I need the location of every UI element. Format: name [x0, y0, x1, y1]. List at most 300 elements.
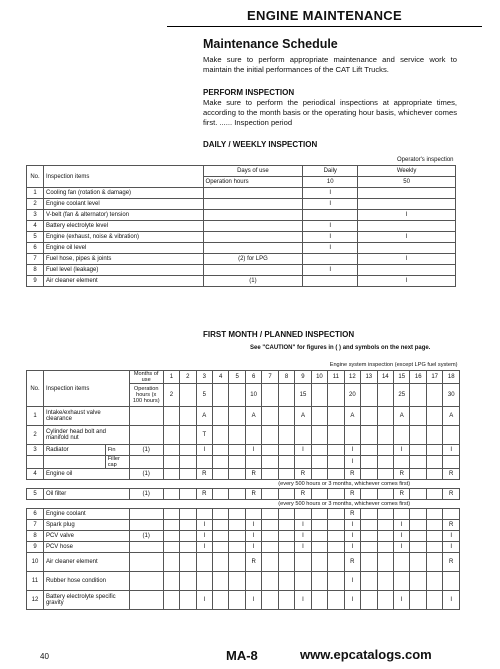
- row-note: [203, 232, 303, 243]
- mark-cell: [213, 591, 229, 610]
- row-item: Engine oil: [43, 469, 129, 480]
- engine-system-label: Engine system inspection (except LPG fuel system): [180, 360, 460, 371]
- mark-cell: [377, 445, 393, 456]
- mark-cell: [361, 553, 377, 572]
- mark-cell: [377, 591, 393, 610]
- row-note: [129, 520, 163, 531]
- mark-cell: [443, 572, 460, 591]
- table-row: [27, 232, 456, 243]
- row-no: 6: [27, 509, 44, 520]
- mark-cell: [328, 445, 344, 456]
- row-weekly: [358, 188, 456, 199]
- mark-cell: I: [295, 520, 311, 531]
- hours-cell: 2: [163, 384, 179, 407]
- mark-cell: [361, 407, 377, 426]
- mark-cell: [180, 469, 196, 480]
- mark-cell: [163, 469, 179, 480]
- month-cell: 14: [377, 371, 393, 384]
- mark-cell: [262, 531, 278, 542]
- row-no: 7: [27, 520, 44, 531]
- row-note: [129, 407, 163, 426]
- perform-text: Make sure to perform the periodical inspections at appropriate times, according to the month basis or the operating hour basis, whichever comes first. ...... Inspection period: [203, 98, 457, 127]
- mark-cell: [262, 553, 278, 572]
- mark-cell: [377, 407, 393, 426]
- spacer: [27, 480, 229, 489]
- daily-weekly-table: [26, 155, 456, 287]
- row-note: [129, 456, 163, 469]
- mark-cell: [426, 456, 442, 469]
- col-no: No.: [27, 371, 44, 407]
- mark-cell: [426, 426, 442, 445]
- mark-cell: R: [394, 469, 410, 480]
- table-row: [27, 407, 460, 426]
- mark-cell: [328, 456, 344, 469]
- mark-cell: [213, 542, 229, 553]
- row-daily: [303, 254, 358, 265]
- mark-cell: R: [443, 489, 460, 500]
- mark-cell: [311, 572, 327, 591]
- mark-cell: I: [344, 445, 360, 456]
- mark-cell: [278, 445, 294, 456]
- mark-cell: I: [443, 531, 460, 542]
- monthly-table: [26, 360, 460, 610]
- mark-cell: [163, 591, 179, 610]
- mark-cell: [328, 407, 344, 426]
- mark-cell: [410, 489, 426, 500]
- mark-cell: [278, 456, 294, 469]
- mark-cell: I: [245, 520, 261, 531]
- mark-cell: [262, 520, 278, 531]
- mark-cell: I: [196, 445, 212, 456]
- mark-cell: [262, 572, 278, 591]
- row-note: [129, 509, 163, 520]
- mark-cell: [344, 426, 360, 445]
- mark-cell: [361, 426, 377, 445]
- table-row: [27, 489, 460, 500]
- row-daily: I: [303, 199, 358, 210]
- row-item: PCV hose: [43, 542, 129, 553]
- row-note: [203, 188, 303, 199]
- row-weekly: [358, 199, 456, 210]
- mark-cell: [328, 591, 344, 610]
- mark-cell: R: [443, 520, 460, 531]
- table-row: [27, 210, 456, 221]
- mark-cell: [213, 489, 229, 500]
- mark-cell: I: [196, 542, 212, 553]
- row-note: (1): [129, 445, 163, 456]
- mark-cell: [361, 509, 377, 520]
- section-title: Maintenance Schedule: [203, 37, 338, 51]
- mark-cell: [410, 553, 426, 572]
- mark-cell: [311, 469, 327, 480]
- mark-cell: [180, 407, 196, 426]
- row-no: 10: [27, 553, 44, 572]
- caution-note: See "CAUTION" for figures in ( ) and symbols on the next page.: [250, 345, 431, 351]
- row-note: (1): [129, 469, 163, 480]
- page-code: MA-8: [226, 648, 258, 663]
- row-item: Air cleaner element: [43, 276, 203, 287]
- mark-cell: [229, 509, 245, 520]
- mark-cell: A: [394, 407, 410, 426]
- section-intro: Make sure to perform appropriate maintenance and service work to maintain the initial performances of the CAT Lift Trucks.: [203, 55, 457, 74]
- hours-cell: [262, 384, 278, 407]
- mark-cell: [311, 426, 327, 445]
- mark-cell: I: [196, 591, 212, 610]
- mark-cell: [262, 489, 278, 500]
- mark-cell: [229, 489, 245, 500]
- mark-cell: [377, 542, 393, 553]
- mark-cell: [213, 572, 229, 591]
- mark-cell: [328, 469, 344, 480]
- daily-hours: 10: [303, 177, 358, 188]
- row-item: Battery electrolyte specific gravity: [43, 591, 129, 610]
- table-row: [27, 254, 456, 265]
- row-no: 5: [27, 489, 44, 500]
- mark-cell: R: [344, 469, 360, 480]
- spacer: [27, 500, 229, 509]
- mark-cell: [311, 542, 327, 553]
- mark-cell: I: [344, 572, 360, 591]
- month-cell: 17: [426, 371, 442, 384]
- mark-cell: [163, 509, 179, 520]
- mark-cell: T: [196, 426, 212, 445]
- row-no: 4: [27, 221, 44, 232]
- mark-cell: [311, 456, 327, 469]
- row-sub: Filler cap: [105, 456, 129, 469]
- table-row-note: [27, 480, 460, 489]
- months-of-use-label: Months of use: [129, 371, 163, 384]
- row-item: Intake/exhaust valve clearance: [43, 407, 129, 426]
- mark-cell: I: [394, 542, 410, 553]
- mark-cell: [245, 426, 261, 445]
- page-header-title: ENGINE MAINTENANCE: [247, 8, 402, 23]
- mark-cell: [213, 456, 229, 469]
- mark-cell: I: [245, 531, 261, 542]
- operators-inspection-label: Operator's inspection: [358, 155, 456, 166]
- row-daily: I: [303, 243, 358, 254]
- mark-cell: [163, 520, 179, 531]
- mark-cell: [410, 426, 426, 445]
- weekly-label: Weekly: [358, 166, 456, 177]
- row-weekly: [358, 221, 456, 232]
- row-item: Engine (exhaust, noise & vibration): [43, 232, 203, 243]
- mark-cell: [377, 509, 393, 520]
- mark-cell: [377, 531, 393, 542]
- table-row: [27, 221, 456, 232]
- mark-cell: [180, 520, 196, 531]
- month-cell: 11: [328, 371, 344, 384]
- month-cell: 12: [344, 371, 360, 384]
- mark-cell: [196, 509, 212, 520]
- row-weekly: I: [358, 232, 456, 243]
- mark-cell: [180, 456, 196, 469]
- row-item: Fuel hose, pipes & joints: [43, 254, 203, 265]
- row-item: Engine coolant level: [43, 199, 203, 210]
- mark-cell: [361, 489, 377, 500]
- mark-cell: I: [394, 445, 410, 456]
- row-weekly: I: [358, 276, 456, 287]
- mark-cell: I: [295, 531, 311, 542]
- mark-cell: [180, 426, 196, 445]
- mark-cell: [410, 572, 426, 591]
- mark-cell: [295, 456, 311, 469]
- table-row: [27, 445, 460, 456]
- op-hours-label: Operation hours (x 100 hours): [129, 384, 163, 407]
- row-note: (1): [203, 276, 303, 287]
- table-row: [27, 276, 456, 287]
- mark-cell: [295, 553, 311, 572]
- row-item: Engine coolant: [43, 509, 129, 520]
- mark-cell: [278, 489, 294, 500]
- mark-cell: [311, 445, 327, 456]
- mark-cell: [328, 572, 344, 591]
- row-no: 3: [27, 445, 44, 456]
- mark-cell: [163, 445, 179, 456]
- row-note: [203, 221, 303, 232]
- mark-cell: [213, 407, 229, 426]
- mark-cell: I: [443, 591, 460, 610]
- mark-cell: [377, 520, 393, 531]
- mark-cell: I: [295, 591, 311, 610]
- mark-cell: [180, 591, 196, 610]
- mark-cell: [377, 469, 393, 480]
- mark-cell: [229, 591, 245, 610]
- row-note: [129, 572, 163, 591]
- mark-cell: R: [394, 489, 410, 500]
- mark-cell: [328, 520, 344, 531]
- hours-cell: [328, 384, 344, 407]
- mark-cell: [180, 531, 196, 542]
- mark-cell: [278, 407, 294, 426]
- mark-cell: [311, 489, 327, 500]
- row-item: [43, 456, 105, 469]
- mark-cell: [410, 456, 426, 469]
- mark-cell: R: [344, 509, 360, 520]
- month-cell: 7: [262, 371, 278, 384]
- mark-cell: [410, 542, 426, 553]
- hours-cell: [410, 384, 426, 407]
- row-daily: I: [303, 221, 358, 232]
- table-row: [27, 469, 460, 480]
- mark-cell: [328, 509, 344, 520]
- mark-cell: [426, 520, 442, 531]
- hours-cell: [377, 384, 393, 407]
- row-item: Air cleaner element: [43, 553, 129, 572]
- mark-cell: [361, 520, 377, 531]
- month-cell: 13: [361, 371, 377, 384]
- month-cell: 3: [196, 371, 212, 384]
- mark-cell: [278, 520, 294, 531]
- mark-cell: I: [245, 591, 261, 610]
- hours-cell: [229, 384, 245, 407]
- mark-cell: [278, 426, 294, 445]
- row-daily: I: [303, 188, 358, 199]
- month-cell: 15: [394, 371, 410, 384]
- mark-cell: I: [344, 520, 360, 531]
- row-no: 4: [27, 469, 44, 480]
- mark-cell: I: [196, 520, 212, 531]
- mark-cell: [262, 445, 278, 456]
- mark-cell: [361, 456, 377, 469]
- mark-cell: [180, 542, 196, 553]
- mark-cell: [163, 531, 179, 542]
- mark-cell: [426, 407, 442, 426]
- header-rule: [167, 26, 482, 27]
- mark-cell: [278, 531, 294, 542]
- row-note: [129, 426, 163, 445]
- row-item: Engine oil level: [43, 243, 203, 254]
- mark-cell: [245, 509, 261, 520]
- mark-cell: R: [196, 469, 212, 480]
- mark-cell: [163, 542, 179, 553]
- mark-cell: I: [245, 542, 261, 553]
- mark-cell: [361, 531, 377, 542]
- row-note: (1): [129, 489, 163, 500]
- month-cell: 10: [311, 371, 327, 384]
- mark-cell: [245, 456, 261, 469]
- month-cell: 4: [213, 371, 229, 384]
- row-note: (1): [129, 531, 163, 542]
- mark-cell: A: [295, 407, 311, 426]
- mark-cell: [278, 509, 294, 520]
- mark-cell: [443, 509, 460, 520]
- monthly-title: FIRST MONTH / PLANNED INSPECTION: [203, 330, 355, 339]
- mark-cell: [245, 572, 261, 591]
- mark-cell: [163, 553, 179, 572]
- perform-title: PERFORM INSPECTION: [203, 88, 295, 97]
- row-daily: I: [303, 265, 358, 276]
- table-row: [27, 265, 456, 276]
- page-number: 40: [40, 652, 49, 661]
- mark-cell: [311, 407, 327, 426]
- row-sub: Fin: [105, 445, 129, 456]
- mark-cell: [229, 445, 245, 456]
- mark-cell: [426, 542, 442, 553]
- row-no: 6: [27, 243, 44, 254]
- mark-cell: [229, 520, 245, 531]
- mark-cell: I: [295, 542, 311, 553]
- mark-cell: I: [344, 531, 360, 542]
- mark-cell: [361, 591, 377, 610]
- mark-cell: [163, 489, 179, 500]
- row-note: [203, 210, 303, 221]
- row-note: [129, 542, 163, 553]
- month-cell: 2: [180, 371, 196, 384]
- row-daily: I: [303, 232, 358, 243]
- row-extra: (every 500 hours or 3 months, whichever comes first): [229, 500, 460, 509]
- mark-cell: [377, 572, 393, 591]
- mark-cell: [163, 572, 179, 591]
- mark-cell: [328, 426, 344, 445]
- table-row-note: [27, 500, 460, 509]
- mark-cell: [311, 509, 327, 520]
- mark-cell: [180, 572, 196, 591]
- mark-cell: [443, 456, 460, 469]
- mark-cell: I: [196, 531, 212, 542]
- row-item: V-belt (fan & alternator) tension: [43, 210, 203, 221]
- mark-cell: [196, 572, 212, 591]
- table-row: [27, 591, 460, 610]
- row-item: Rubber hose condition: [43, 572, 129, 591]
- row-note: [129, 553, 163, 572]
- mark-cell: [213, 445, 229, 456]
- mark-cell: [180, 445, 196, 456]
- month-cell: 18: [443, 371, 460, 384]
- mark-cell: [295, 509, 311, 520]
- hours-cell: 25: [394, 384, 410, 407]
- mark-cell: [361, 469, 377, 480]
- col-items: Inspection items: [43, 371, 129, 407]
- month-cell: 8: [278, 371, 294, 384]
- mark-cell: [163, 426, 179, 445]
- mark-cell: [196, 456, 212, 469]
- mark-cell: [311, 591, 327, 610]
- table-row: [27, 188, 456, 199]
- mark-cell: [394, 456, 410, 469]
- mark-cell: I: [344, 456, 360, 469]
- row-weekly: [358, 243, 456, 254]
- month-cell: 5: [229, 371, 245, 384]
- mark-cell: [410, 407, 426, 426]
- mark-cell: R: [443, 469, 460, 480]
- mark-cell: [213, 531, 229, 542]
- mark-cell: [229, 469, 245, 480]
- mark-cell: [229, 456, 245, 469]
- mark-cell: A: [245, 407, 261, 426]
- table-row: [27, 456, 460, 469]
- mark-cell: I: [443, 542, 460, 553]
- row-no: 8: [27, 531, 44, 542]
- row-weekly: I: [358, 254, 456, 265]
- mark-cell: R: [295, 469, 311, 480]
- mark-cell: [361, 542, 377, 553]
- mark-cell: [262, 542, 278, 553]
- row-no: 9: [27, 276, 44, 287]
- mark-cell: [426, 469, 442, 480]
- mark-cell: [180, 489, 196, 500]
- days-of-use-label: Days of use: [203, 166, 303, 177]
- mark-cell: [394, 572, 410, 591]
- mark-cell: A: [196, 407, 212, 426]
- mark-cell: [262, 469, 278, 480]
- mark-cell: A: [443, 407, 460, 426]
- row-item: Oil filter: [43, 489, 129, 500]
- mark-cell: [229, 407, 245, 426]
- row-item: Fuel level (leakage): [43, 265, 203, 276]
- mark-cell: [410, 469, 426, 480]
- mark-cell: [278, 572, 294, 591]
- mark-cell: A: [344, 407, 360, 426]
- table-row: [27, 243, 456, 254]
- mark-cell: [213, 509, 229, 520]
- mark-cell: [229, 426, 245, 445]
- mark-cell: [229, 531, 245, 542]
- mark-cell: [410, 520, 426, 531]
- mark-cell: [394, 509, 410, 520]
- row-item: PCV valve: [43, 531, 129, 542]
- table-row: [27, 572, 460, 591]
- mark-cell: [377, 456, 393, 469]
- weekly-hours: 50: [358, 177, 456, 188]
- hours-cell: 20: [344, 384, 360, 407]
- hours-cell: [361, 384, 377, 407]
- col-items: Inspection items: [43, 166, 203, 188]
- col-no: No.: [27, 166, 44, 188]
- op-hours-label: Operation hours: [203, 177, 303, 188]
- row-no: [27, 456, 44, 469]
- mark-cell: I: [394, 531, 410, 542]
- row-no: 2: [27, 199, 44, 210]
